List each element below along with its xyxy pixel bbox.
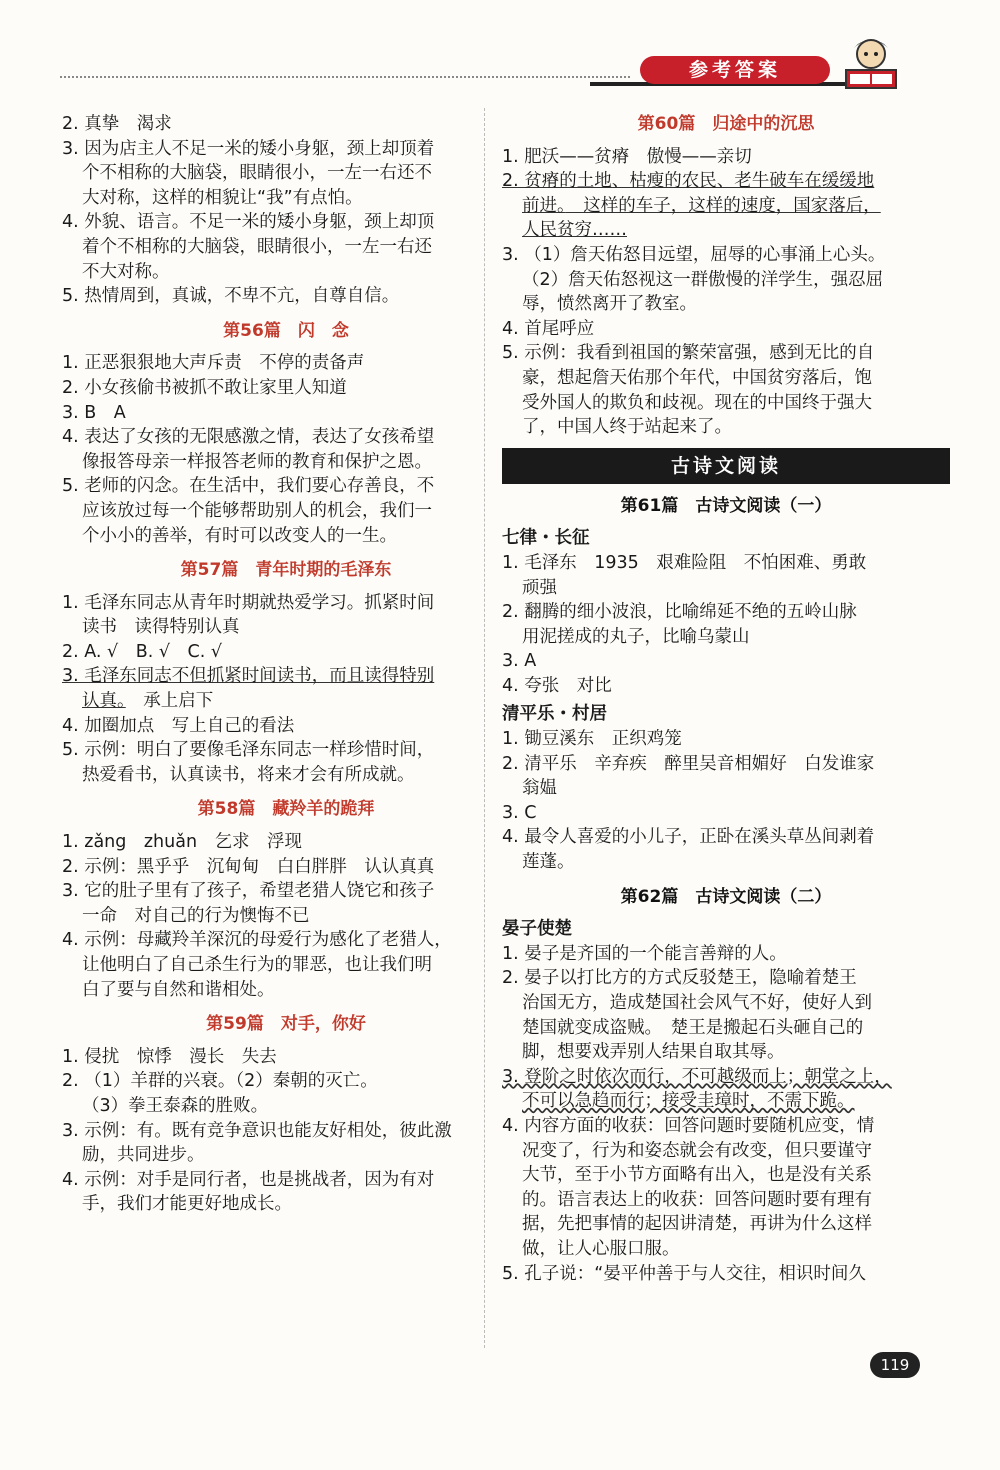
answer-line: 3. （1）詹天佑怒目远望，屈辱的心事涌上心头。	[502, 244, 886, 265]
page-header	[0, 0, 1000, 100]
answer-line: 大节，至于小节方面略有出入，也是没有关系	[522, 1165, 872, 1186]
poem-title: 清平乐・村居	[502, 704, 607, 725]
answer-line: 2. 小女孩偷书被抓不敢让家里人知道	[62, 377, 347, 398]
answer-line: 3. 示例：有。既有竞争意识也能友好相处，彼此激	[62, 1120, 452, 1141]
answer-line: 5. 孔子说：“晏平仲善于与人交往，相识时间久	[502, 1263, 866, 1284]
answer-line: 2. 清平乐 辛弃疾 醉里吴音相媚好 白发谁家	[502, 753, 875, 774]
answer-line-wavy: 3. 登阶之时依次而行，不可越级而上；朝堂之上，	[502, 1066, 892, 1087]
answer-line	[502, 194, 950, 219]
answer-line: 读书 读得特别认真	[82, 617, 240, 638]
answer-line: 让他明白了自己杀生行为的罪恶，也让我们明	[82, 955, 432, 975]
answer-line: 3. 因为店主人不足一米的矮小身躯，颈上却顶着	[62, 138, 435, 159]
answer-line	[62, 689, 510, 714]
answer-key-badge: 参考答案	[640, 56, 830, 84]
section-heading-58: 第58篇 藏羚羊的跪拜	[197, 799, 375, 820]
answer-line: 据，先把事情的起因讲清楚，再讲为什么这样	[522, 1214, 872, 1235]
section-heading-56: 第56篇 闪 念	[223, 320, 349, 341]
answer-line: 1. 毛泽东 1935 艰难险阻 不怕困难、勇敢	[502, 552, 867, 573]
answer-line: 5. 示例：我看到祖国的繁荣富强，感到无比的自	[502, 343, 875, 364]
answer-line: 2. 翻腾的细小波浪，比喻绵延不绝的五岭山脉	[502, 602, 857, 623]
answer-line: 治国无方，造成楚国社会风气不好，使好人到	[522, 993, 872, 1013]
answer-line: 3. A	[502, 651, 537, 672]
answer-text: 承上启下	[125, 691, 214, 712]
answer-line-wavy: 不可以急趋而行；接受圭璋时，不需下跪。	[522, 1091, 855, 1112]
answer-line: 豪，想起詹天佑那个年代，中国贫穷落后，饱	[522, 367, 872, 388]
answer-line: （3）拳王泰森的胜败。	[82, 1095, 269, 1116]
answer-line: 热爱看书，认真读书，将来才会有所成就。	[82, 764, 415, 785]
answer-line: 况变了，行为和姿态就会有改变，但只要谨守	[522, 1140, 872, 1161]
answer-line: 个不相称的大脑袋，眼睛很小，一左一右还不	[82, 163, 432, 184]
answer-line: 1. 晏子是齐国的一个能言善辩的人。	[502, 943, 787, 964]
passage-title: 晏子使楚	[502, 919, 572, 940]
answer-line: 个小小的善举，有时可以改变人的一生。	[82, 525, 397, 546]
answer-line: 1. 侵扰 惊悸 漫长 失去	[62, 1046, 277, 1067]
answer-line: 受外国人的欺负和歧视。现在的中国终于强大	[522, 392, 872, 413]
answer-line: 翁媪	[522, 778, 557, 799]
answer-line: 4. 加圈加点 写上自己的看法	[62, 715, 295, 736]
underlined-text: 前进。	[522, 195, 566, 216]
underlined-text: 这样的车子，这样的速度，国家落后，	[565, 195, 881, 216]
answer-line: 的。语言表达上的收获：回答问题时要有理有	[522, 1189, 872, 1210]
answer-line: 用泥搓成的丸子，比喻乌蒙山	[522, 626, 750, 647]
answer-line: 1. 肥沃——贫瘠 傲慢——亲切	[502, 146, 752, 167]
answer-line: 顽强	[522, 577, 557, 598]
answer-line: 白了要与自然和谐相处。	[82, 979, 275, 1000]
answer-line: 莲蓬。	[522, 852, 575, 873]
underlined-text: 认真。	[82, 691, 126, 712]
answer-line: 5. 老师的闪念。在生活中，我们要心存善良，不	[62, 476, 435, 497]
answer-line-underlined: 人民贫穷……	[522, 220, 627, 241]
left-column	[62, 112, 510, 1217]
answer-line: 1. 毛泽东同志从青年时期就热爱学习。抓紧时间	[62, 592, 435, 613]
answer-line: 3. B A	[62, 402, 126, 423]
answer-line: 4. 示例：母藏羚羊深沉的母爱行为感化了老猎人，	[62, 930, 452, 951]
answer-line: 4. 外貌、语言。不足一米的矮小身躯，颈上却顶	[62, 212, 435, 233]
answer-line: 脚，想要戏弄别人结果自取其辱。	[522, 1042, 785, 1063]
section-heading-62: 第62篇 古诗文阅读（二）	[620, 886, 832, 907]
answer-line: 楚国就变成盗贼。 楚王是搬起石头砸自己的	[522, 1017, 864, 1038]
answer-line: 4. 示例：对手是同行者，也是挑战者，因为有对	[62, 1169, 435, 1190]
answer-line: 4. 夸张 对比	[502, 675, 612, 696]
answer-line: 励，共同进步。	[82, 1145, 205, 1166]
answer-line: 了，中国人终于站起来了。	[522, 417, 732, 438]
answer-line: 4. 首尾呼应	[502, 318, 595, 339]
answer-line: 4. 内容方面的收获：回答问题时要随机应变，情	[502, 1115, 875, 1136]
answer-line: 应该放过每一个能够帮助别人的机会，我们一	[82, 500, 432, 521]
poem-title: 七律・长征	[502, 528, 590, 549]
answer-line: 2. A. √ B. √ C. √	[62, 641, 222, 662]
pinyin-answer-line: 1. zǎng zhuǎn 乞求 浮现	[62, 832, 303, 853]
answer-line: 像报答母亲一样报答老师的教育和保护之恩。	[82, 451, 432, 472]
answer-line: 1. 正恶狠狠地大声斥责 不停的责备声	[62, 353, 365, 374]
answer-line: 4. 最令人喜爱的小儿子，正卧在溪头草丛间剥着	[502, 827, 875, 848]
answer-line: 2. 真挚 渴求	[62, 114, 172, 134]
answer-line: 3. C	[502, 802, 537, 823]
answer-line: 1. 锄豆溪东 正织鸡笼	[502, 729, 682, 750]
answer-line: 2. 示例：黑乎乎 沉甸甸 白白胖胖 认认真真	[62, 856, 435, 877]
header-dotted-rule	[60, 76, 630, 78]
answer-line: 2. （1）羊群的兴衰。（2）秦朝的灭亡。	[62, 1071, 378, 1092]
answer-line: 大对称，这样的相貌让“我”有点怕。	[82, 187, 363, 208]
answer-line-underlined: 3. 毛泽东同志不但抓紧时间读书，而且读得特别	[62, 666, 435, 687]
right-column	[502, 112, 950, 1286]
answer-line: 辱，愤然离开了教室。	[522, 294, 697, 315]
section-heading-60: 第60篇 归途中的沉思	[637, 114, 815, 134]
category-banner: 古诗文阅读	[502, 448, 950, 484]
answer-line: （2）詹天佑怒视这一群傲慢的洋学生，强忍屈	[522, 269, 884, 290]
answer-line-underlined: 2. 贫瘠的土地、枯瘦的农民、老牛破车在缓缓地	[502, 171, 875, 192]
answer-line: 5. 示例：明白了要像毛泽东同志一样珍惜时间，	[62, 740, 435, 761]
student-reading-icon	[836, 30, 906, 100]
page-number: 119	[870, 1352, 920, 1378]
answer-line: 手，我们才能更好地成长。	[82, 1194, 292, 1215]
answer-line: 5. 热情周到，真诚，不卑不亢，自尊自信。	[62, 286, 400, 307]
answer-line: 一命 对自己的行为懊悔不已	[82, 905, 310, 926]
section-heading-57: 第57篇 青年时期的毛泽东	[180, 560, 392, 581]
answer-line: 做，让人心服口服。	[522, 1238, 680, 1259]
answer-line: 4. 表达了女孩的无限感激之情，表达了女孩希望	[62, 427, 435, 448]
section-heading-61: 第61篇 古诗文阅读（一）	[620, 495, 832, 516]
answer-line: 2. 晏子以打比方的方式反驳楚王，隐喻着楚王	[502, 968, 857, 989]
section-heading-59: 第59篇 对手，你好	[206, 1014, 366, 1035]
answer-line: 3. 它的肚子里有了孩子，希望老猎人饶它和孩子	[62, 881, 435, 902]
answer-line: 不大对称。	[82, 261, 170, 282]
answer-line: 着个不相称的大脑袋，眼睛很小，一左一右还	[82, 236, 432, 257]
